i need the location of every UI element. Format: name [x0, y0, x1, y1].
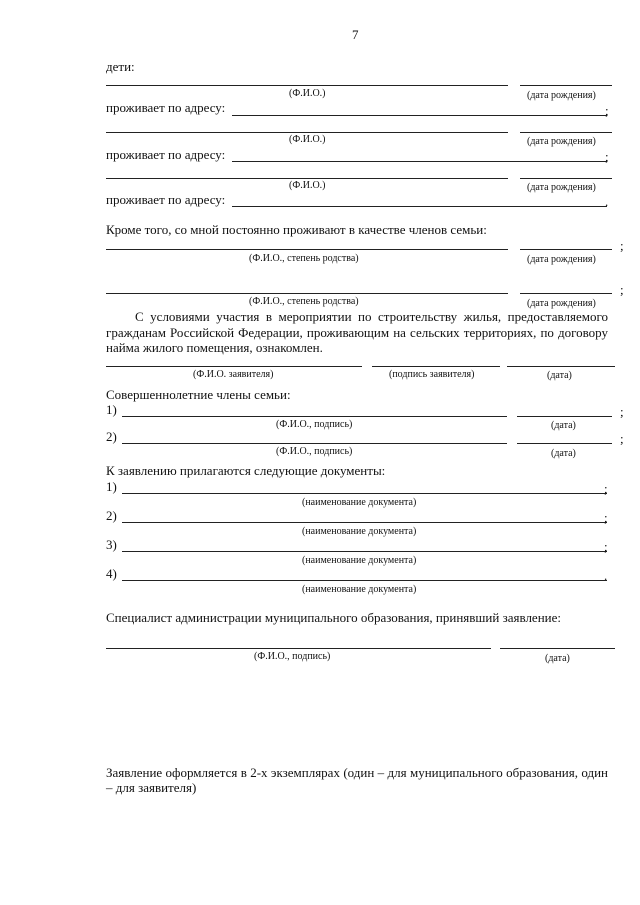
consent-line-2: гражданам Российской Федерации, проживающим на сельских территориях, по договору: [106, 325, 608, 340]
document-1-caption: (наименование документа): [302, 497, 417, 508]
document-1-number: 1): [106, 479, 117, 494]
child-2-address-end: ;: [605, 149, 609, 164]
adult-2-date-caption: (дата): [551, 448, 576, 459]
child-2-address-field[interactable]: [232, 161, 607, 162]
specialist-fio-caption: (Ф.И.О., подпись): [254, 651, 331, 662]
children-label: дети:: [106, 59, 135, 74]
applicant-signature-caption: (подпись заявителя): [389, 369, 475, 380]
child-1-address-label: проживает по адресу:: [106, 100, 226, 115]
adult-2-fio-field[interactable]: [122, 443, 507, 444]
document-2-number: 2): [106, 508, 117, 523]
adult-1-number: 1): [106, 402, 117, 417]
document-1-field[interactable]: [122, 493, 607, 494]
adult-1-date-field[interactable]: [517, 416, 612, 417]
consent-line-1: С условиями участия в мероприятии по строительству жилья, предоставляемого: [135, 309, 608, 324]
family-2-fio-caption: (Ф.И.О., степень родства): [249, 296, 359, 307]
child-1-birth-caption: (дата рождения): [527, 90, 596, 101]
family-2-birth-field[interactable]: [520, 293, 612, 294]
child-2-address-label: проживает по адресу:: [106, 147, 226, 162]
note-line-2: – для заявителя): [106, 780, 197, 795]
adult-2-number: 2): [106, 429, 117, 444]
adult-1-fio-caption: (Ф.И.О., подпись): [276, 419, 353, 430]
child-1-birth-field[interactable]: [520, 85, 612, 86]
child-1-fio-caption: (Ф.И.О.): [289, 88, 326, 99]
adult-1-fio-field[interactable]: [122, 416, 507, 417]
applicant-fio-caption: (Ф.И.О. заявителя): [193, 369, 274, 380]
child-1-address-field[interactable]: [232, 115, 607, 116]
family-1-birth-field[interactable]: [520, 249, 612, 250]
child-3-address-end: .: [605, 194, 609, 209]
applicant-date-field[interactable]: [507, 366, 615, 367]
document-4-number: 4): [106, 566, 117, 581]
child-2-birth-field[interactable]: [520, 132, 612, 133]
child-3-fio-caption: (Ф.И.О.): [289, 180, 326, 191]
applicant-signature-field[interactable]: [372, 366, 500, 367]
adult-1-date-caption: (дата): [551, 420, 576, 431]
document-1-end: ;: [604, 481, 608, 496]
applicant-date-caption: (дата): [547, 370, 572, 381]
child-2-fio-caption: (Ф.И.О.): [289, 134, 326, 145]
adult-1-end: ;: [620, 404, 624, 419]
document-2-field[interactable]: [122, 522, 607, 523]
document-4-end: .: [604, 568, 608, 583]
adult-2-fio-caption: (Ф.И.О., подпись): [276, 446, 353, 457]
document-2-end: ;: [604, 510, 608, 525]
child-3-address-field[interactable]: [232, 206, 607, 207]
adult-2-end: ;: [620, 431, 624, 446]
family-2-end: ;: [620, 282, 624, 297]
applicant-fio-field[interactable]: [106, 366, 362, 367]
child-1-address-end: ;: [605, 103, 609, 118]
family-1-end: ;: [620, 238, 624, 253]
specialist-fio-field[interactable]: [106, 648, 491, 649]
child-3-fio-field[interactable]: [106, 178, 508, 179]
child-2-fio-field[interactable]: [106, 132, 508, 133]
note-line-1: Заявление оформляется в 2-х экземплярах (один – для муниципального образования, один: [106, 765, 608, 780]
family-1-fio-field[interactable]: [106, 249, 508, 250]
page-number: 7: [352, 27, 359, 42]
specialist-label: Специалист администрации муниципального образования, принявший заявление:: [106, 610, 561, 625]
document-3-number: 3): [106, 537, 117, 552]
document-2-caption: (наименование документа): [302, 526, 417, 537]
specialist-date-field[interactable]: [500, 648, 615, 649]
adult-2-date-field[interactable]: [517, 443, 612, 444]
family-intro: Кроме того, со мной постоянно проживают в качестве членов семьи:: [106, 222, 487, 237]
child-3-address-label: проживает по адресу:: [106, 192, 226, 207]
child-1-fio-field[interactable]: [106, 85, 508, 86]
document-3-end: ;: [604, 539, 608, 554]
document-4-field[interactable]: [122, 580, 607, 581]
child-3-birth-field[interactable]: [520, 178, 612, 179]
family-2-fio-field[interactable]: [106, 293, 508, 294]
document-3-field[interactable]: [122, 551, 607, 552]
child-3-birth-caption: (дата рождения): [527, 182, 596, 193]
specialist-date-caption: (дата): [545, 653, 570, 664]
documents-label: К заявлению прилагаются следующие документы:: [106, 463, 386, 478]
document-3-caption: (наименование документа): [302, 555, 417, 566]
family-2-birth-caption: (дата рождения): [527, 298, 596, 309]
family-1-birth-caption: (дата рождения): [527, 254, 596, 265]
child-2-birth-caption: (дата рождения): [527, 136, 596, 147]
document-4-caption: (наименование документа): [302, 584, 417, 595]
consent-line-3: найма жилого помещения, ознакомлен.: [106, 340, 323, 355]
adults-label: Совершеннолетние члены семьи:: [106, 387, 291, 402]
family-1-fio-caption: (Ф.И.О., степень родства): [249, 253, 359, 264]
